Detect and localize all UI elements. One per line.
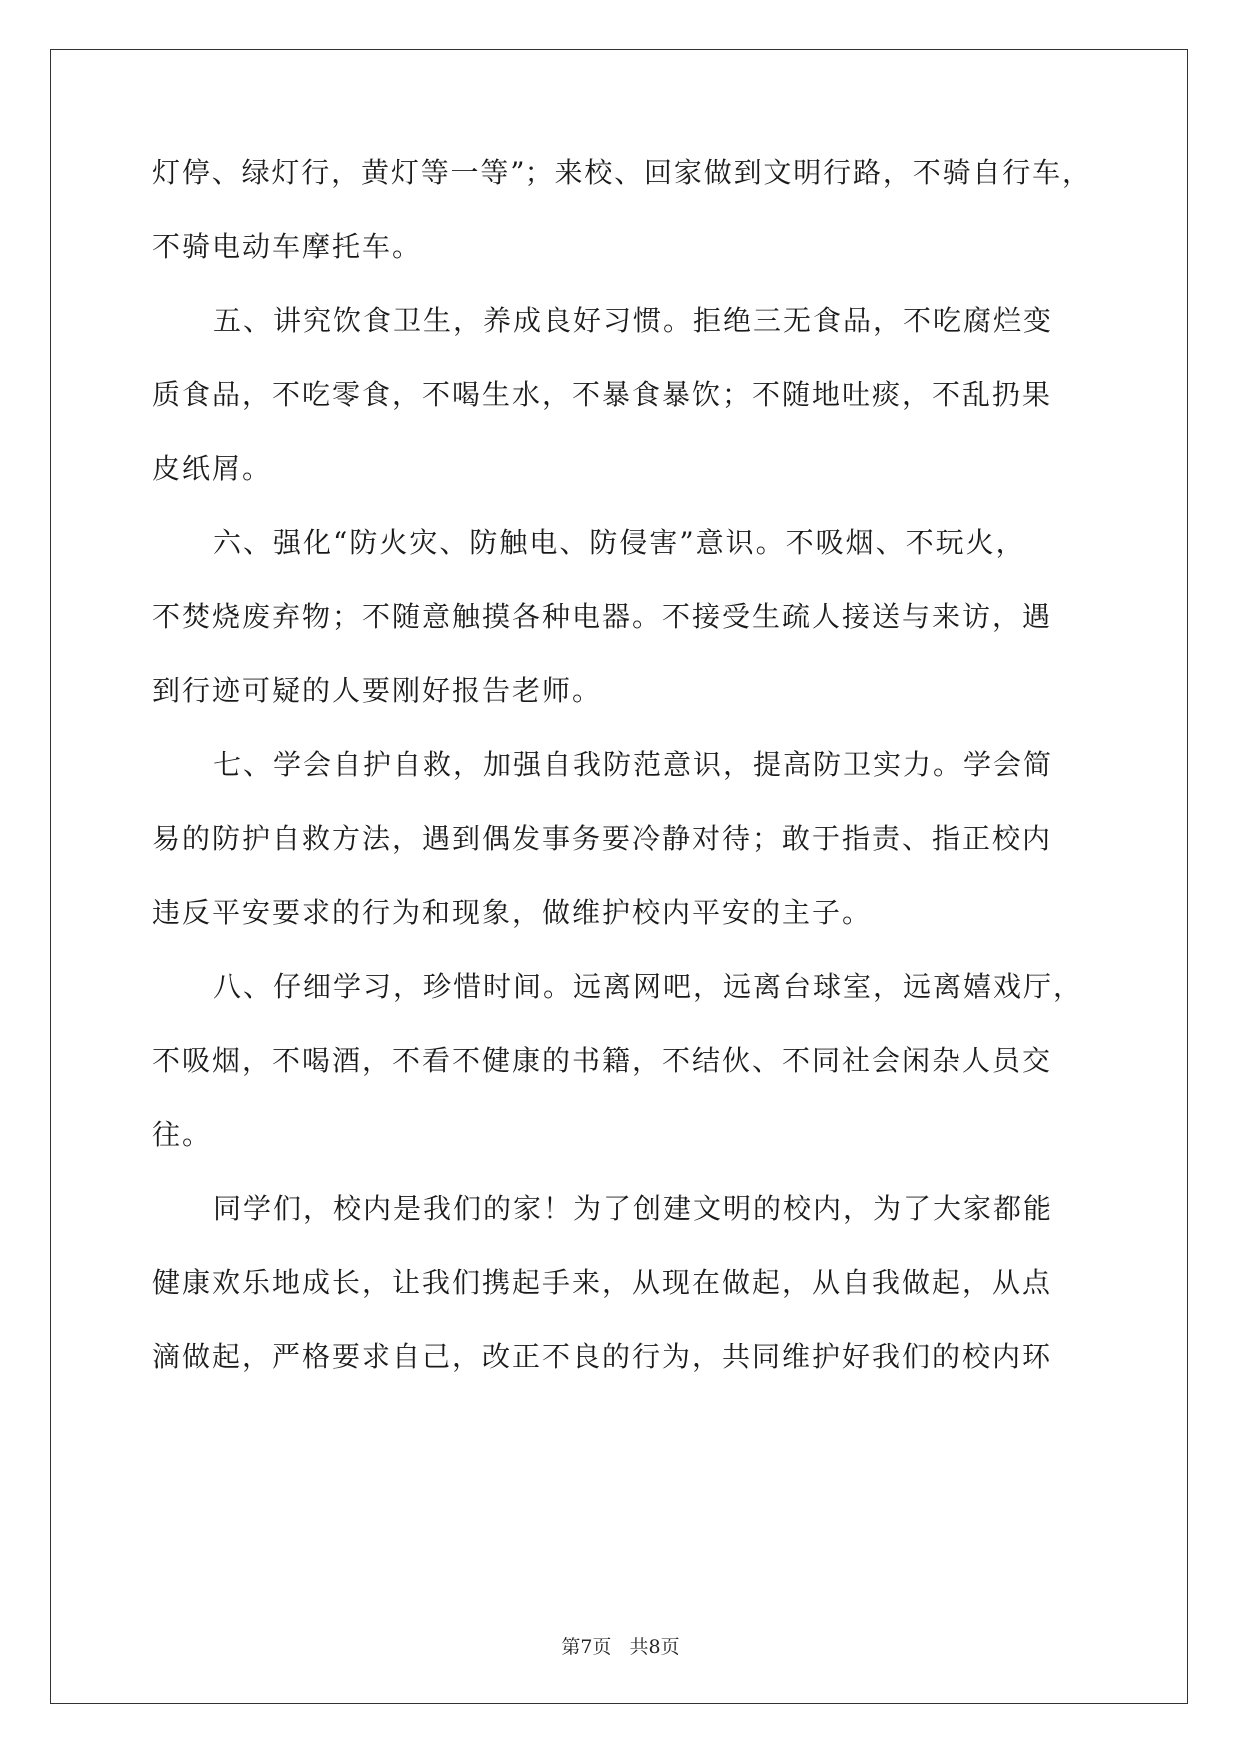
text-line: 不焚烧废弃物；不随意触摸各种电器。不接受生疏人接送与来访，遇 [152,600,1053,633]
page-number-footer: 第7页 共8页 [561,1636,680,1658]
text-line: 质食品，不吃零食，不喝生水，不暴食暴饮；不随地吐痰，不乱扔果 [152,378,1053,411]
text-line: 不骑电动车摩托车。 [152,230,423,263]
paragraph-start-line: 七、学会自护自救，加强自我防范意识，提高防卫实力。学会简 [213,748,1054,781]
text-line: 健康欢乐地成长，让我们携起手来，从现在做起，从自我做起，从点 [152,1266,1053,1299]
text-line: 皮纸屑。 [152,452,273,485]
paragraph-start-line: 六、强化“防火灾、防触电、防侵害”意识。不吸烟、不玩火， [213,526,1026,559]
paragraph-start-line: 八、仔细学习，珍惜时间。远离网吧，远离台球室，远离嬉戏厅， [213,970,1084,1003]
text-line: 易的防护自救方法，遇到偶发事务要冷静对待；敢于指责、指正校内 [152,822,1053,855]
text-line: 灯停、绿灯行，黄灯等一等”；来校、回家做到文明行路，不骑自行车， [152,156,1090,189]
paragraph-start-line: 同学们，校内是我们的家！为了创建文明的校内，为了大家都能 [213,1192,1054,1225]
text-line: 不吸烟，不喝酒，不看不健康的书籍，不结伙、不同社会闲杂人员交 [152,1044,1053,1077]
page-border [50,49,1188,1704]
text-line: 到行迹可疑的人要刚好报告老师。 [152,674,603,707]
text-line: 往。 [152,1118,213,1151]
text-line: 违反平安要求的行为和现象，做维护校内平安的主子。 [152,896,873,929]
text-line: 滴做起，严格要求自己，改正不良的行为，共同维护好我们的校内环 [152,1340,1053,1373]
paragraph-start-line: 五、讲究饮食卫生，养成良好习惯。拒绝三无食品，不吃腐烂变 [213,304,1054,337]
